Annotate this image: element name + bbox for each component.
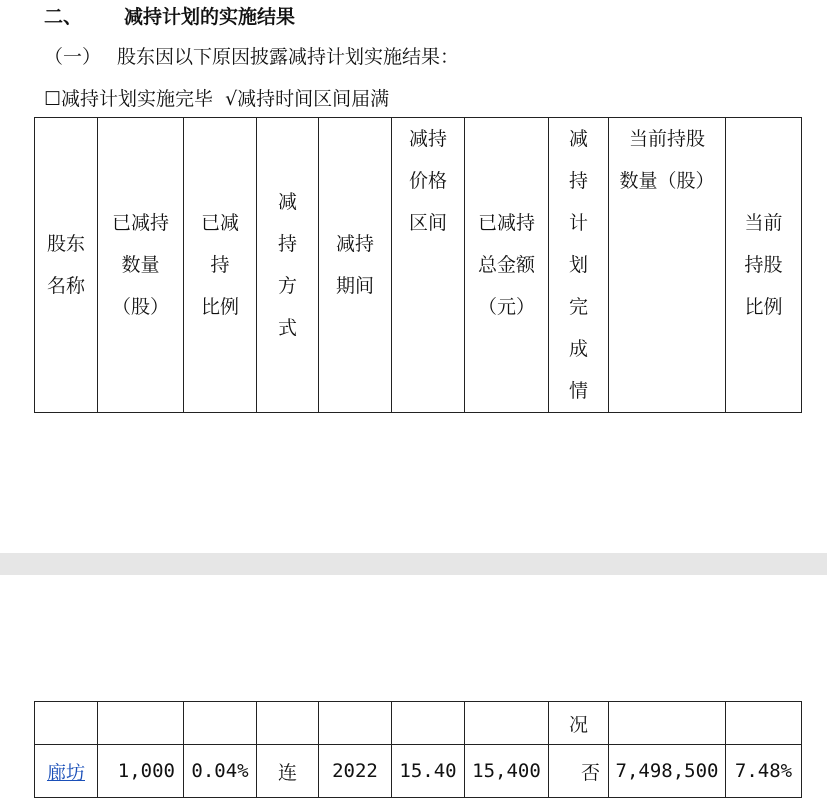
section-title: 减持计划的实施结果: [124, 6, 296, 28]
header-line: 比例: [200, 296, 239, 318]
subsection-heading: [44, 42, 459, 69]
header-reduced-ratio: [184, 118, 257, 413]
header-reduction-method: [257, 118, 319, 413]
reduction-result-table-header: [34, 117, 802, 413]
table-row: [35, 745, 802, 798]
header-shareholder-name: [35, 118, 98, 413]
header-line: 划: [568, 254, 588, 276]
option-plan-completed: [44, 88, 213, 110]
cell-shareholder-name[interactable]: [35, 745, 98, 798]
header-line: （股）: [111, 296, 169, 318]
header-line: 已减: [200, 212, 239, 234]
header-line: 当前持股: [628, 128, 705, 150]
continued-header-cell: [35, 702, 98, 745]
header-line: 持: [568, 170, 588, 192]
header-line: 已减持: [111, 212, 169, 234]
header-line: 当前: [744, 212, 783, 234]
header-line: 完: [568, 296, 588, 318]
header-price-range: [392, 118, 465, 413]
header-line: 持股: [744, 254, 783, 276]
subsection-number: （一）: [44, 46, 102, 68]
checkbox-empty-icon: ☐: [44, 88, 62, 110]
header-line: （元）: [477, 296, 535, 318]
page-break-divider: [0, 553, 827, 575]
cell-current-ratio: 7.48%: [726, 745, 802, 798]
header-line: 区间: [408, 212, 447, 234]
header-line: 股东: [46, 233, 85, 255]
cell-reduction-method: 连: [257, 745, 319, 798]
header-line: 减持: [408, 128, 447, 150]
header-line: 减: [277, 191, 297, 213]
cell-reduced-ratio: 0.04%: [184, 745, 257, 798]
cell-plan-completion: 否: [549, 745, 609, 798]
continued-header-plan-completion: 况: [549, 702, 609, 745]
header-line: 计: [568, 212, 588, 234]
header-line: 减持: [335, 233, 374, 255]
continued-header-cell: [726, 702, 802, 745]
cell-current-shares: 7,498,500: [609, 745, 726, 798]
section-number: 二、: [44, 6, 83, 28]
continued-header-cell: [609, 702, 726, 745]
continued-header-cell: [465, 702, 549, 745]
cell-price-range: 15.40: [392, 745, 465, 798]
header-line: 式: [277, 317, 297, 339]
option-period-expired: [225, 88, 389, 110]
check-mark-icon: √: [225, 88, 238, 110]
cell-reduction-period: 2022: [319, 745, 392, 798]
header-reduced-shares: [98, 118, 184, 413]
header-plan-completion: [549, 118, 609, 413]
header-line: 情: [568, 380, 588, 402]
header-line: 期间: [335, 275, 374, 297]
header-line: 比例: [744, 296, 783, 318]
header-line: 名称: [46, 275, 85, 297]
header-line: 已减持: [477, 212, 535, 234]
header-line: 方: [277, 275, 297, 297]
header-current-shares: [609, 118, 726, 413]
header-total-amount: [465, 118, 549, 413]
header-line: 持: [210, 254, 230, 276]
cell-reduced-shares: 1,000: [98, 745, 184, 798]
header-line: 总金额: [477, 254, 535, 276]
option-label: 减持时间区间届满: [237, 88, 390, 110]
header-line: 减: [568, 128, 588, 150]
header-line: 持: [277, 233, 297, 255]
header-line: 成: [568, 338, 588, 360]
subsection-text: 股东因以下原因披露减持计划实施结果：: [117, 46, 460, 68]
header-line: 数量（股）: [619, 170, 715, 192]
continued-header-cell: [184, 702, 257, 745]
result-options: [44, 84, 389, 111]
header-line: 数量: [121, 254, 160, 276]
header-line: 价格: [408, 170, 447, 192]
cell-total-amount: 15,400: [465, 745, 549, 798]
header-reduction-period: [319, 118, 392, 413]
section-heading: [44, 2, 295, 29]
continued-header-cell: [392, 702, 465, 745]
option-label: 减持计划实施完毕: [61, 88, 214, 110]
shareholder-name-link[interactable]: 廊坊: [46, 761, 85, 784]
reduction-result-table-continued: [34, 701, 802, 798]
continued-header-cell: [98, 702, 184, 745]
continued-header-cell: [257, 702, 319, 745]
continued-header-cell: [319, 702, 392, 745]
header-current-ratio: [726, 118, 802, 413]
